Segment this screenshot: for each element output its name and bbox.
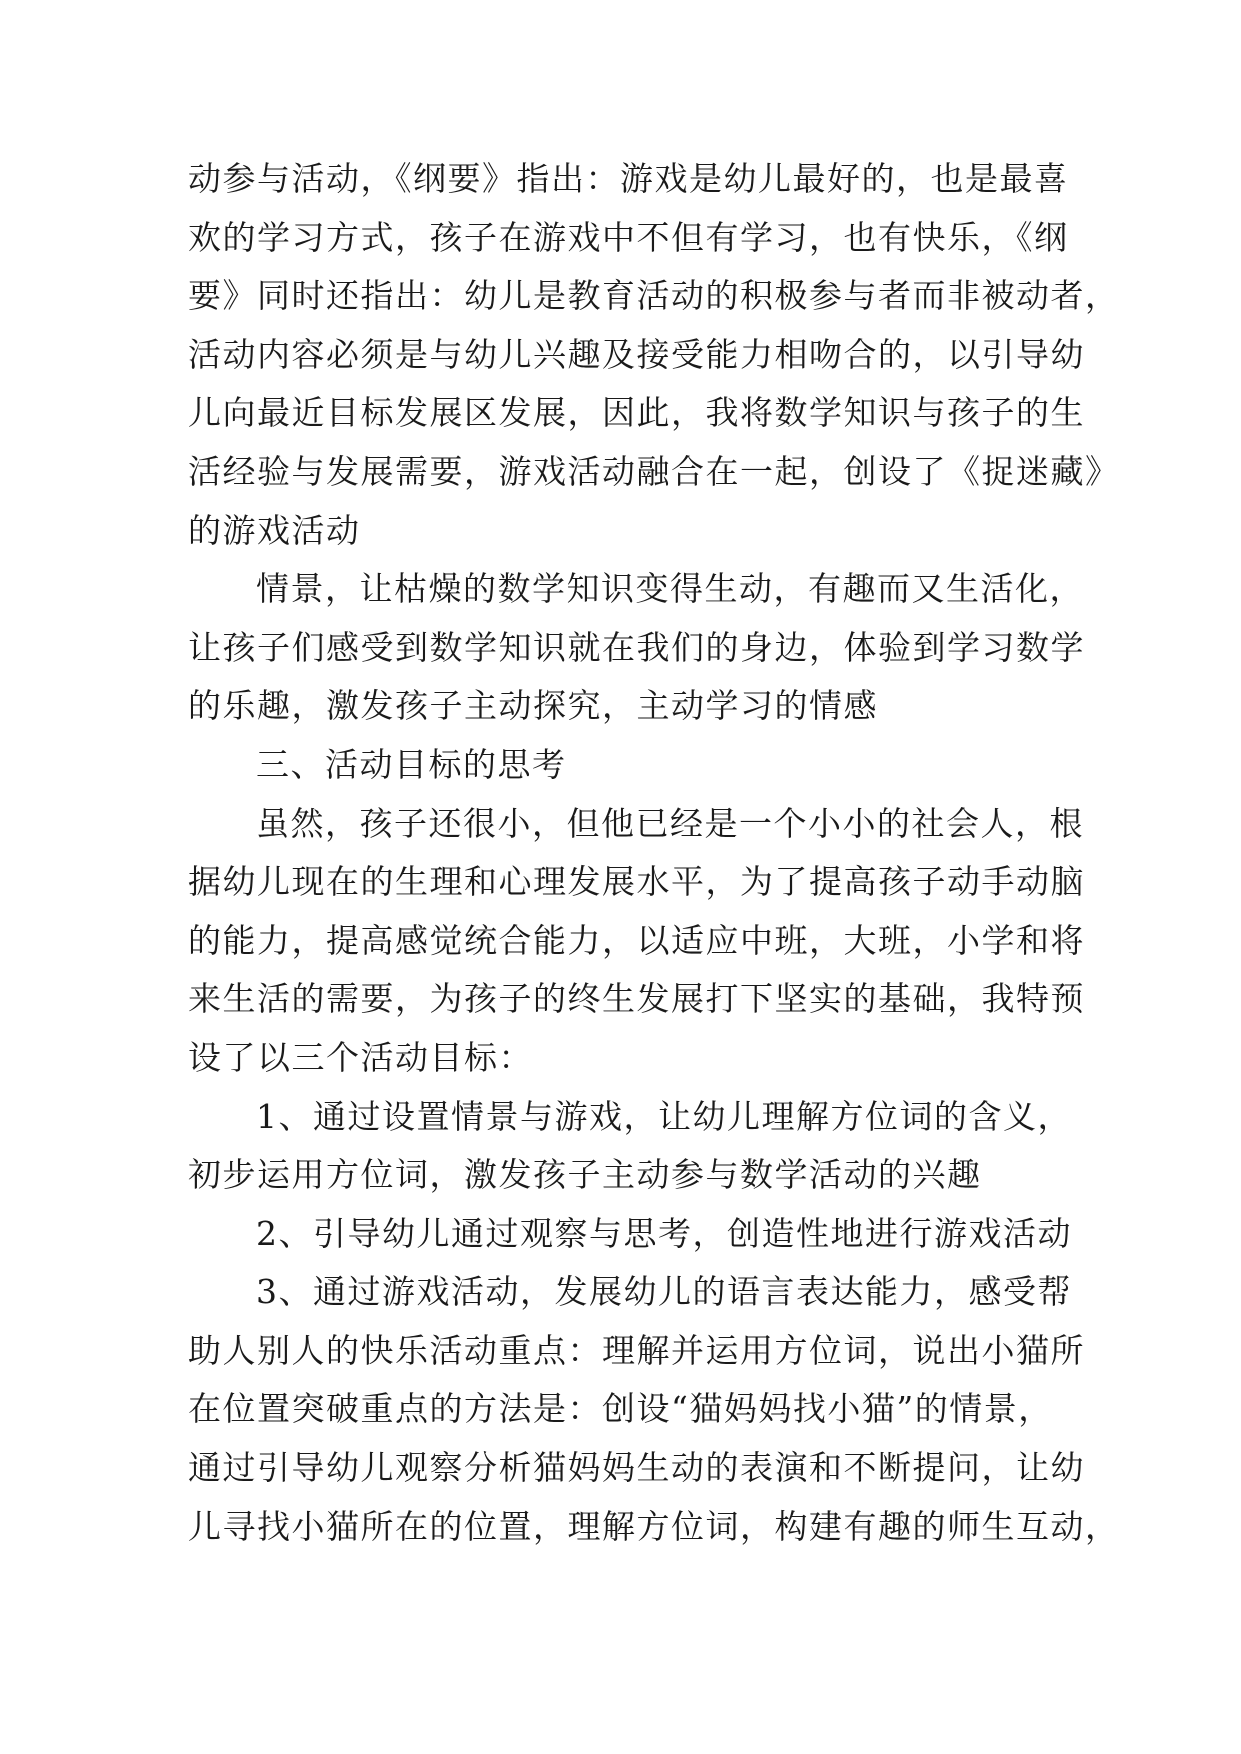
text-line: 欢的学习方式，孩子在游戏中不但有学习，也有快乐，《纲 xyxy=(188,217,1069,257)
text-line: 虽然，孩子还很小，但他已经是一个小小的社会人，根 xyxy=(256,803,1084,843)
text-line: 通过引导幼儿观察分析猫妈妈生动的表演和不断提问，让幼 xyxy=(188,1448,1085,1488)
text-line: 三、活动目标的思考 xyxy=(256,744,567,784)
text-line: 让孩子们感受到数学知识就在我们的身边，体验到学习数学 xyxy=(188,627,1085,667)
text-line: 儿向最近目标发展区发展，因此，我将数学知识与孩子的生 xyxy=(188,393,1085,433)
text-line: 的游戏活动 xyxy=(188,510,361,550)
body-text xyxy=(188,150,1120,1556)
text-line: 的能力，提高感觉统合能力，以适应中班，大班，小学和将 xyxy=(188,920,1085,960)
text-line: 的乐趣，激发孩子主动探究，主动学习的情感 xyxy=(188,686,878,726)
text-line: 2、引导幼儿通过观察与思考，创造性地进行游戏活动 xyxy=(256,1213,1072,1253)
text-line: 设了以三个活动目标： xyxy=(188,1037,533,1077)
text-line: 动参与活动，《纲要》指出：游戏是幼儿最好的，也是最喜 xyxy=(188,159,1069,198)
text-line: 初步运用方位词，激发孩子主动参与数学活动的兴趣 xyxy=(188,1155,982,1195)
text-line: 要》同时还指出：幼儿是教育活动的积极参与者而非被动者， xyxy=(188,276,1120,316)
text-line: 在位置突破重点的方法是：创设“猫妈妈找小猫”的情景， xyxy=(188,1389,1053,1429)
text-line: 活动内容必须是与幼儿兴趣及接受能力相吻合的，以引导幼 xyxy=(188,334,1085,374)
text-line: 1、通过设置情景与游戏，让幼儿理解方位词的含义， xyxy=(256,1096,1072,1136)
text-line: 情景，让枯燥的数学知识变得生动，有趣而又生活化， xyxy=(256,569,1084,609)
text-line: 据幼儿现在的生理和心理发展水平，为了提高孩子动手动脑 xyxy=(188,862,1085,902)
text-line: 儿寻找小猫所在的位置，理解方位词，构建有趣的师生互动， xyxy=(188,1506,1120,1546)
text-line: 助人别人的快乐活动重点：理解并运用方位词，说出小猫所 xyxy=(188,1330,1085,1370)
text-line: 3、通过游戏活动，发展幼儿的语言表达能力，感受帮 xyxy=(256,1272,1072,1312)
text-line: 来生活的需要，为孩子的终生发展打下坚实的基础，我特预 xyxy=(188,979,1085,1019)
text-line: 活经验与发展需要，游戏活动融合在一起，创设了《捉迷藏》 xyxy=(188,451,1120,491)
